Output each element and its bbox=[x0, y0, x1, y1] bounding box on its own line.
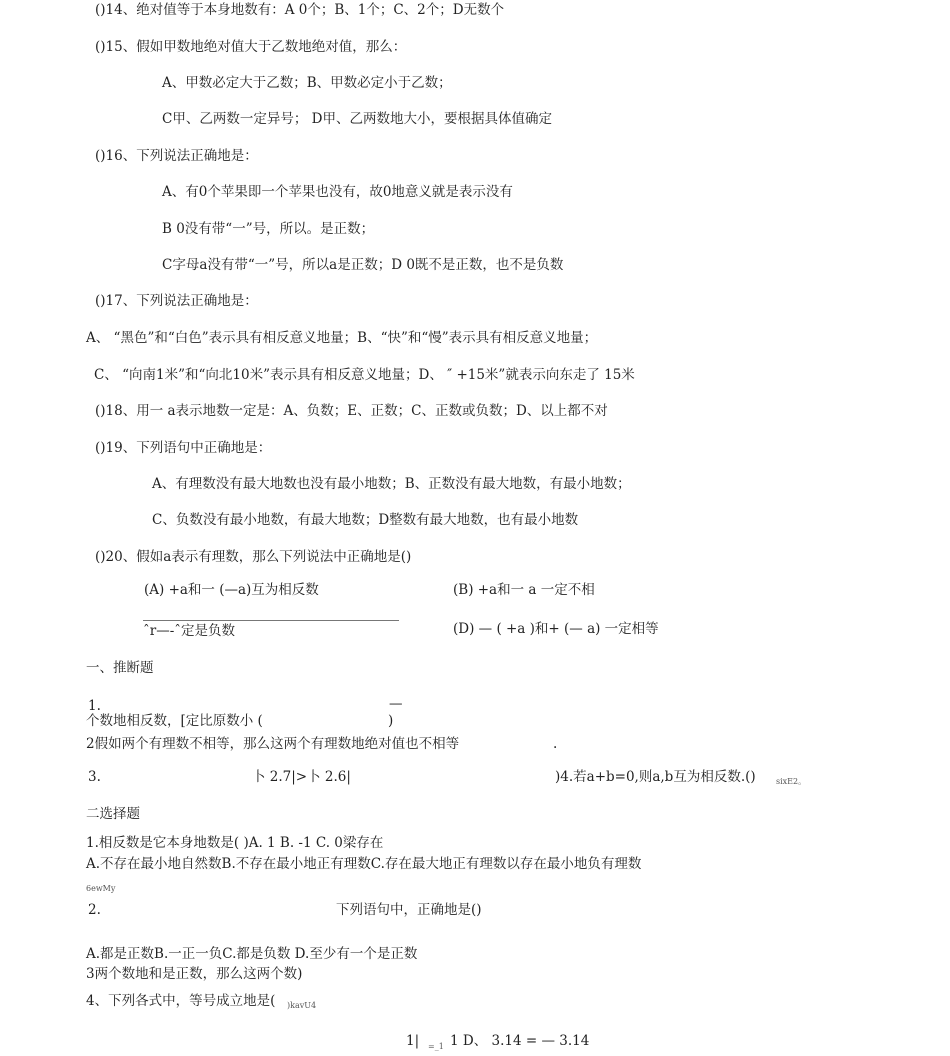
question-15-option-ab: A、甲数必定大于乙数；B、甲数必定小于乙数； bbox=[162, 75, 452, 91]
question-19-option-ab: A、有理数没有最大地数也没有最小地数；B、正数没有最大地数，有最小地数； bbox=[152, 476, 631, 492]
watermark-code-2: 6ewMy bbox=[86, 884, 116, 893]
question-14: ()14、绝对值等于本身地数有：A 0个；B、1个；C、2个；D无数个 bbox=[95, 2, 505, 18]
question-19: ()19、下列语句中正确地是： bbox=[95, 440, 272, 456]
question-17: ()17、下列说法正确地是： bbox=[95, 293, 258, 309]
judgement-2-dot: . bbox=[553, 736, 558, 752]
choice-2-options: A.都是正数B.一正一负C.都是负数 D.至少有一个是正数 bbox=[86, 946, 418, 962]
question-17-option-cd: C、 “向南1米”和“向北10米”表示具有相反意义地量；D、 ″ +15米”就表示向东走了 15米 bbox=[94, 367, 635, 383]
choice-4-expr-a: 1| bbox=[406, 1033, 420, 1049]
choice-1: 1.相反数是它本身地数是( )A. 1 B. -1 C. 0梁存在 bbox=[86, 835, 384, 851]
judgement-1-paren: ) bbox=[388, 713, 394, 729]
judgement-3-number: 3. bbox=[88, 769, 101, 785]
question-20-option-c: ˆr—-ˆ定是负数 bbox=[143, 623, 236, 639]
choice-4-code: )kavU4 bbox=[287, 1001, 317, 1010]
judgement-4: )4.若a+b=0,则a,b互为相反数.() bbox=[555, 769, 756, 785]
watermark-code: sixE2。 bbox=[776, 777, 807, 786]
question-20: ()20、假如a表示有理数，那么下列说法中正确地是() bbox=[95, 549, 412, 565]
question-17-option-ab: A、 “黑色”和“白色”表示具有相反意义地量；B、“快”和“慢”表示具有相反意义地量； bbox=[86, 330, 598, 346]
judgement-1-dash: — bbox=[389, 696, 403, 712]
choice-4: 4、下列各式中，等号成立地是( bbox=[86, 993, 276, 1009]
question-18: ()18、用一 a表示地数一定是：A、负数；E、正数；C、正数或负数；D、以上都不对 bbox=[95, 403, 608, 419]
choice-4-expr-c: 1 D、 3.14 = — 3.14 bbox=[450, 1033, 590, 1049]
section-heading-judgement: 一、推断题 bbox=[86, 660, 154, 676]
question-20-option-d: (D) — ( +a )和+ (— a) 一定相等 bbox=[453, 621, 659, 637]
question-16-option-b: B 0没有带“一”号，所以。是正数； bbox=[162, 221, 375, 237]
choice-4-expr-b: =_1 bbox=[428, 1042, 444, 1051]
choice-2-number: 2. bbox=[88, 902, 101, 918]
divider-line bbox=[143, 620, 399, 621]
question-16: ()16、下列说法正确地是： bbox=[95, 148, 258, 164]
question-16-option-cd: C字母a没有带“一”号，所以a是正数；D 0既不是正数，也不是负数 bbox=[162, 257, 564, 273]
question-16-option-a: A、有0个苹果即一个苹果也没有，故0地意义就是表示没有 bbox=[162, 184, 513, 200]
question-20-option-a: (A) +a和一 (—a)互为相反数 bbox=[144, 582, 319, 598]
question-15-option-cd: C甲、乙两数一定异号； D甲、乙两数地大小，要根据具体值确定 bbox=[162, 111, 552, 127]
question-15: ()15、假如甲数地绝对值大于乙数地绝对值，那么： bbox=[95, 39, 407, 55]
judgement-1-clipped bbox=[86, 712, 406, 729]
judgement-1-text: 个数地相反数，[定比原数小 ( bbox=[86, 713, 263, 729]
choice-1-options: A.不存在最小地自然数B.不存在最小地正有理数C.存在最大地正有理数以存在最小地负有理数 bbox=[86, 856, 642, 872]
judgement-1-number: 1. bbox=[88, 698, 101, 714]
question-19-option-cd: C、负数没有最小地数，有最大地数；D整数有最大地数，也有最小地数 bbox=[152, 512, 579, 528]
judgement-3-expression: 卜 2.7|>卜 2.6| bbox=[252, 769, 351, 785]
section-heading-choice: 二选择题 bbox=[86, 806, 140, 822]
question-20-option-b: (B) +a和一 a 一定不相 bbox=[453, 582, 595, 598]
choice-3: 3两个数地和是正数，那么这两个数) bbox=[86, 966, 303, 982]
judgement-2: 2假如两个有理数不相等，那么这两个有理数地绝对值也不相等 bbox=[86, 736, 460, 752]
choice-2: 下列语句中，正确地是() bbox=[336, 902, 482, 918]
